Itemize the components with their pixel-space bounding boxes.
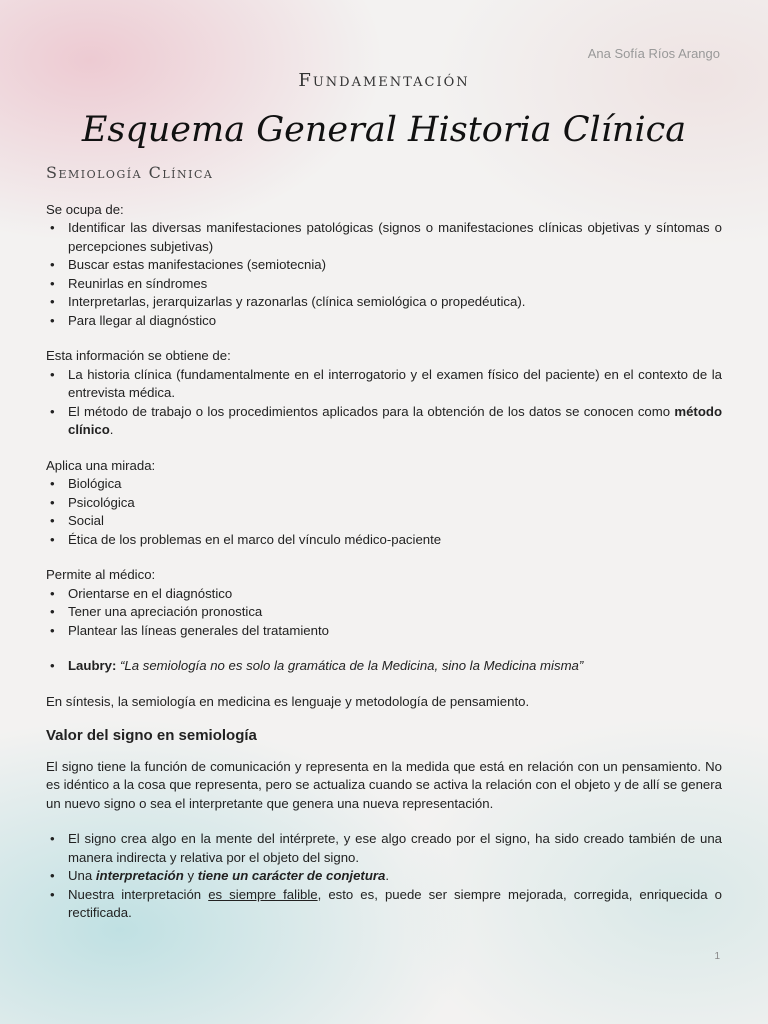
text-run: Una	[68, 868, 96, 883]
list-item	[46, 886, 722, 923]
ocupa-list	[46, 219, 722, 330]
permite-list	[46, 585, 722, 641]
list-item: • Orientarse en el diagnóstico	[46, 585, 722, 604]
section-intro: Se ocupa de:	[46, 201, 124, 217]
list-item-end: .	[109, 422, 114, 437]
list-item: • Biológica	[46, 475, 722, 494]
document-title: Esquema General Historia Clínica	[81, 110, 687, 150]
list-item: • Ética de los problemas en el marco del vínculo médico-paciente	[46, 531, 722, 550]
list-item: • Para llegar al diagnóstico	[46, 312, 722, 331]
section-title-valor-signo: Valor del signo en semiología	[46, 727, 257, 744]
list-item: • Reunirlas en síndromes	[46, 275, 722, 294]
list-item	[46, 403, 722, 440]
bold-term: método clínico	[68, 403, 722, 437]
author-name: Ana Sofía Ríos Arango	[587, 46, 720, 61]
permite-intro: Permite al médico:	[46, 567, 156, 582]
list-item: • Plantear las líneas generales del tratamiento	[46, 622, 722, 641]
emphasis-interpretacion: interpretación	[95, 868, 184, 883]
section-title-semiologia: Semiología Clínica	[46, 163, 214, 182]
text-run: y	[183, 868, 198, 883]
info-list	[46, 366, 722, 440]
list-item: • El signo crea algo en la mente del intérprete, y ese algo creado por el signo, ha sido creado también de una manera indirecta y relativa por el objeto del signo.	[46, 830, 722, 867]
document-overline: Fundamentación	[298, 70, 470, 91]
signo-list	[46, 830, 722, 923]
quote-text: “La semiología no es solo la gramática de la Medicina, sino la Medicina misma”	[120, 658, 584, 673]
quote-author: Laubry:	[68, 658, 117, 673]
underlined-phrase: es siempre falible	[208, 886, 318, 902]
mirada-list	[46, 475, 722, 549]
list-item: • La historia clínica (fundamentalmente en el interrogatorio y el examen físico del paciente) en el contexto de la entrevista médica.	[46, 366, 722, 403]
list-item-text: El método de trabajo o los procedimientos aplicados para la obtención de los datos se conocen como	[68, 403, 675, 419]
quote-item	[46, 657, 722, 676]
list-item: • Identificar las diversas manifestaciones patológicas (signos o manifestaciones clínicas objetivas y síntomas o percepciones subjetivas)	[46, 219, 722, 256]
list-item: • Interpretarlas, jerarquizarlas y razonarlas (clínica semiológica o propedéutica).	[46, 293, 722, 312]
list-item: • Tener una apreciación pronostica	[46, 603, 722, 622]
page-number: 1	[714, 951, 720, 962]
list-item: • Buscar estas manifestaciones (semiotecnia)	[46, 256, 722, 275]
text-run: .	[385, 868, 390, 883]
text-run: , esto es, puede ser siempre mejorada, corregida, enriquecida o rectificada.	[68, 886, 722, 920]
list-item: • Psicológica	[46, 494, 722, 513]
quote-list	[46, 657, 722, 676]
info-intro: Esta información se obtiene de:	[46, 348, 231, 363]
signo-paragraph: El signo tiene la función de comunicación y representa en la medida que está en relación con un pensamiento. No es idéntico a la cosa que representa, pero se actualiza cuando se activa la relación con el objeto y de allí se genera un nuevo signo o sea el interpretante que genera una nueva representación.	[46, 758, 722, 811]
sintesis-paragraph: En síntesis, la semiología en medicina es lenguaje y metodología de pensamiento.	[46, 693, 530, 709]
mirada-intro: Aplica una mirada:	[46, 457, 156, 473]
document-body	[46, 164, 722, 940]
list-item	[46, 867, 722, 886]
text-run: Nuestra interpretación	[68, 886, 209, 902]
list-item: • Social	[46, 512, 722, 531]
emphasis-conjetura: tiene un carácter de conjetura	[197, 868, 386, 883]
